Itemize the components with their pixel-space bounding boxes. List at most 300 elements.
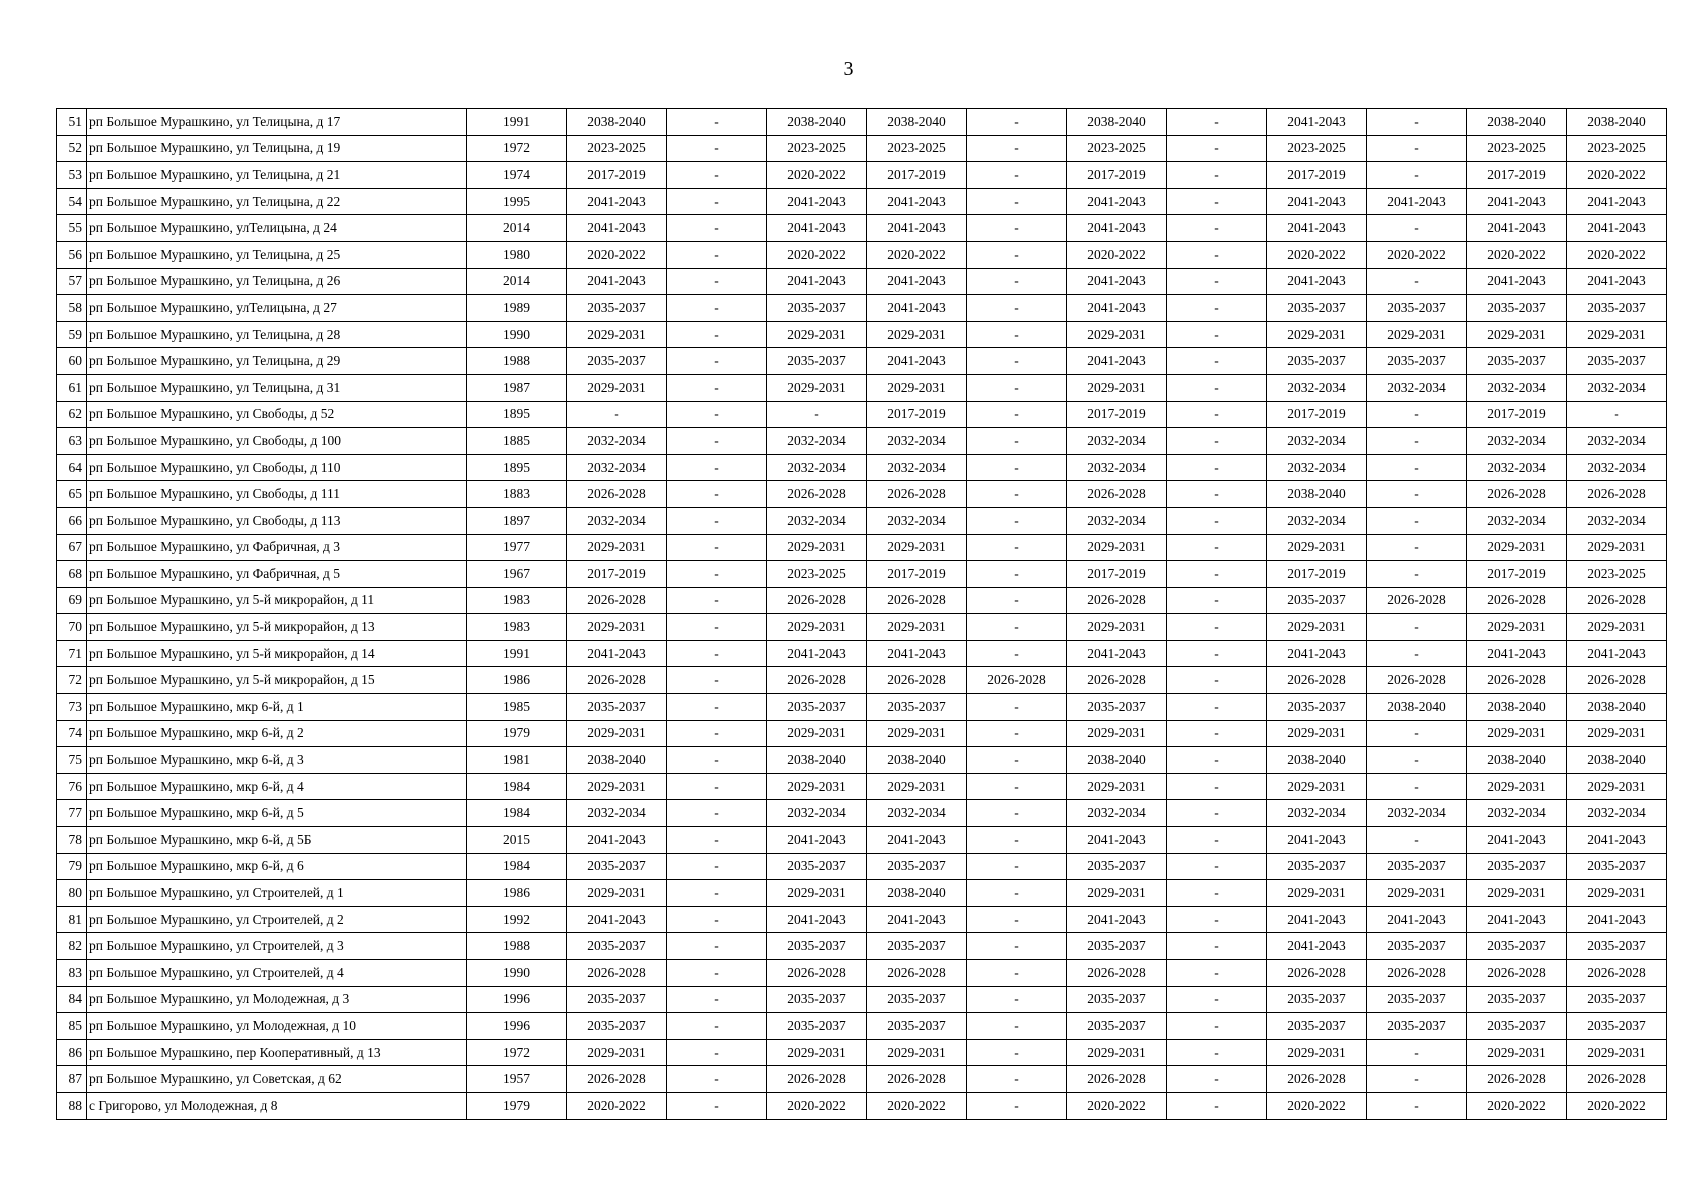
repair-schedule-table <box>56 108 1667 1120</box>
work-period-cell-10: 2026-2028 <box>1467 960 1567 987</box>
work-period-cell-7: - <box>1167 348 1267 375</box>
year-built-cell: 1981 <box>467 747 567 774</box>
year-built-cell: 1972 <box>467 135 567 162</box>
address-cell: рп Большое Мурашкино, ул Строителей, д 2 <box>87 906 467 933</box>
work-period-cell-1: 2026-2028 <box>567 587 667 614</box>
work-period-cell-4: 2029-2031 <box>867 720 967 747</box>
work-period-cell-4: 2041-2043 <box>867 827 967 854</box>
work-period-cell-4: 2041-2043 <box>867 215 967 242</box>
work-period-cell-8: 2017-2019 <box>1267 561 1367 588</box>
address-cell: рп Большое Мурашкино, ул Телицына, д 28 <box>87 321 467 348</box>
work-period-cell-1: 2032-2034 <box>567 428 667 455</box>
work-period-cell-6: 2032-2034 <box>1067 428 1167 455</box>
work-period-cell-10: 2035-2037 <box>1467 348 1567 375</box>
row-number-cell: 70 <box>57 614 87 641</box>
work-period-cell-7: - <box>1167 215 1267 242</box>
work-period-cell-5: - <box>967 215 1067 242</box>
work-period-cell-5: - <box>967 587 1067 614</box>
work-period-cell-4: 2032-2034 <box>867 800 967 827</box>
work-period-cell-5: - <box>967 295 1067 322</box>
work-period-cell-2: - <box>667 401 767 428</box>
row-number-cell: 63 <box>57 428 87 455</box>
work-period-cell-1: 2032-2034 <box>567 507 667 534</box>
work-period-cell-11: 2035-2037 <box>1567 933 1667 960</box>
work-period-cell-6: 2026-2028 <box>1067 481 1167 508</box>
year-built-cell: 1990 <box>467 321 567 348</box>
work-period-cell-10: 2026-2028 <box>1467 481 1567 508</box>
work-period-cell-4: 2026-2028 <box>867 1066 967 1093</box>
work-period-cell-7: - <box>1167 188 1267 215</box>
row-number-cell: 58 <box>57 295 87 322</box>
work-period-cell-6: 2041-2043 <box>1067 640 1167 667</box>
work-period-cell-1: 2017-2019 <box>567 561 667 588</box>
work-period-cell-9: 2041-2043 <box>1367 906 1467 933</box>
table-row <box>57 374 1667 401</box>
address-cell: рп Большое Мурашкино, ул Молодежная, д 3 <box>87 986 467 1013</box>
work-period-cell-3: 2035-2037 <box>767 1013 867 1040</box>
work-period-cell-11: 2020-2022 <box>1567 241 1667 268</box>
row-number-cell: 66 <box>57 507 87 534</box>
work-period-cell-6: 2038-2040 <box>1067 747 1167 774</box>
work-period-cell-7: - <box>1167 401 1267 428</box>
table-row <box>57 747 1667 774</box>
work-period-cell-8: 2026-2028 <box>1267 667 1367 694</box>
address-cell: рп Большое Мурашкино, улТелицына, д 27 <box>87 295 467 322</box>
work-period-cell-9: - <box>1367 640 1467 667</box>
work-period-cell-6: 2023-2025 <box>1067 135 1167 162</box>
work-period-cell-3: 2020-2022 <box>767 1092 867 1119</box>
table-row <box>57 640 1667 667</box>
year-built-cell: 1984 <box>467 773 567 800</box>
work-period-cell-5: - <box>967 1013 1067 1040</box>
work-period-cell-7: - <box>1167 773 1267 800</box>
work-period-cell-4: 2029-2031 <box>867 374 967 401</box>
work-period-cell-10: 2032-2034 <box>1467 374 1567 401</box>
row-number-cell: 81 <box>57 906 87 933</box>
work-period-cell-6: 2017-2019 <box>1067 561 1167 588</box>
year-built-cell: 1972 <box>467 1039 567 1066</box>
work-period-cell-2: - <box>667 986 767 1013</box>
work-period-cell-1: 2026-2028 <box>567 481 667 508</box>
work-period-cell-3: 2026-2028 <box>767 960 867 987</box>
row-number-cell: 64 <box>57 454 87 481</box>
work-period-cell-10: 2017-2019 <box>1467 162 1567 189</box>
work-period-cell-8: 2020-2022 <box>1267 1092 1367 1119</box>
work-period-cell-10: 2029-2031 <box>1467 1039 1567 1066</box>
work-period-cell-11: 2035-2037 <box>1567 295 1667 322</box>
year-built-cell: 1990 <box>467 960 567 987</box>
work-period-cell-1: 2035-2037 <box>567 348 667 375</box>
table-row <box>57 401 1667 428</box>
work-period-cell-3: 2035-2037 <box>767 348 867 375</box>
year-built-cell: 1986 <box>467 880 567 907</box>
work-period-cell-9: 2035-2037 <box>1367 853 1467 880</box>
row-number-cell: 69 <box>57 587 87 614</box>
work-period-cell-8: 2041-2043 <box>1267 827 1367 854</box>
work-period-cell-2: - <box>667 109 767 136</box>
year-built-cell: 1985 <box>467 694 567 721</box>
work-period-cell-8: 2023-2025 <box>1267 135 1367 162</box>
table-row <box>57 162 1667 189</box>
work-period-cell-9: - <box>1367 747 1467 774</box>
work-period-cell-3: 2032-2034 <box>767 454 867 481</box>
work-period-cell-10: 2035-2037 <box>1467 853 1567 880</box>
address-cell: рп Большое Мурашкино, ул Свободы, д 111 <box>87 481 467 508</box>
work-period-cell-11: 2026-2028 <box>1567 667 1667 694</box>
work-period-cell-9: - <box>1367 1066 1467 1093</box>
address-cell: рп Большое Мурашкино, пер Кооперативный, д 13 <box>87 1039 467 1066</box>
row-number-cell: 84 <box>57 986 87 1013</box>
work-period-cell-11: 2038-2040 <box>1567 694 1667 721</box>
address-cell: рп Большое Мурашкино, ул Молодежная, д 10 <box>87 1013 467 1040</box>
work-period-cell-9: - <box>1367 561 1467 588</box>
work-period-cell-10: 2041-2043 <box>1467 268 1567 295</box>
work-period-cell-7: - <box>1167 534 1267 561</box>
work-period-cell-9: 2026-2028 <box>1367 960 1467 987</box>
work-period-cell-11: 2041-2043 <box>1567 640 1667 667</box>
work-period-cell-8: 2038-2040 <box>1267 481 1367 508</box>
table-row <box>57 827 1667 854</box>
work-period-cell-4: 2035-2037 <box>867 986 967 1013</box>
work-period-cell-8: 2041-2043 <box>1267 640 1367 667</box>
work-period-cell-9: 2038-2040 <box>1367 694 1467 721</box>
year-built-cell: 1991 <box>467 640 567 667</box>
work-period-cell-5: - <box>967 694 1067 721</box>
work-period-cell-10: 2038-2040 <box>1467 109 1567 136</box>
table-row <box>57 109 1667 136</box>
row-number-cell: 74 <box>57 720 87 747</box>
work-period-cell-8: 2035-2037 <box>1267 1013 1367 1040</box>
work-period-cell-6: 2041-2043 <box>1067 827 1167 854</box>
work-period-cell-6: 2041-2043 <box>1067 188 1167 215</box>
work-period-cell-11: 2023-2025 <box>1567 561 1667 588</box>
work-period-cell-3: 2020-2022 <box>767 241 867 268</box>
address-cell: рп Большое Мурашкино, мкр 6-й, д 5Б <box>87 827 467 854</box>
year-built-cell: 1992 <box>467 906 567 933</box>
table-row <box>57 667 1667 694</box>
work-period-cell-11: 2041-2043 <box>1567 215 1667 242</box>
work-period-cell-1: 2041-2043 <box>567 827 667 854</box>
year-built-cell: 1996 <box>467 986 567 1013</box>
work-period-cell-3: 2020-2022 <box>767 162 867 189</box>
work-period-cell-2: - <box>667 773 767 800</box>
work-period-cell-7: - <box>1167 507 1267 534</box>
address-cell: рп Большое Мурашкино, мкр 6-й, д 6 <box>87 853 467 880</box>
work-period-cell-11: 2032-2034 <box>1567 374 1667 401</box>
year-built-cell: 1895 <box>467 454 567 481</box>
work-period-cell-10: 2035-2037 <box>1467 295 1567 322</box>
work-period-cell-1: 2041-2043 <box>567 268 667 295</box>
work-period-cell-11: 2032-2034 <box>1567 454 1667 481</box>
table-row <box>57 694 1667 721</box>
work-period-cell-6: 2041-2043 <box>1067 215 1167 242</box>
table-row <box>57 773 1667 800</box>
address-cell: рп Большое Мурашкино, ул 5-й микрорайон, д 14 <box>87 640 467 667</box>
work-period-cell-5: - <box>967 1066 1067 1093</box>
work-period-cell-10: 2032-2034 <box>1467 454 1567 481</box>
work-period-cell-7: - <box>1167 428 1267 455</box>
work-period-cell-2: - <box>667 454 767 481</box>
work-period-cell-6: 2035-2037 <box>1067 853 1167 880</box>
work-period-cell-10: 2041-2043 <box>1467 827 1567 854</box>
work-period-cell-6: 2035-2037 <box>1067 986 1167 1013</box>
table-row <box>57 241 1667 268</box>
work-period-cell-4: 2035-2037 <box>867 1013 967 1040</box>
work-period-cell-2: - <box>667 561 767 588</box>
work-period-cell-10: 2041-2043 <box>1467 188 1567 215</box>
row-number-cell: 56 <box>57 241 87 268</box>
row-number-cell: 53 <box>57 162 87 189</box>
work-period-cell-9: - <box>1367 534 1467 561</box>
work-period-cell-5: - <box>967 773 1067 800</box>
work-period-cell-10: 2032-2034 <box>1467 800 1567 827</box>
row-number-cell: 51 <box>57 109 87 136</box>
work-period-cell-2: - <box>667 960 767 987</box>
address-cell: рп Большое Мурашкино, ул Фабричная, д 5 <box>87 561 467 588</box>
work-period-cell-8: 2038-2040 <box>1267 747 1367 774</box>
work-period-cell-6: 2041-2043 <box>1067 295 1167 322</box>
work-period-cell-2: - <box>667 188 767 215</box>
row-number-cell: 62 <box>57 401 87 428</box>
address-cell: рп Большое Мурашкино, улТелицына, д 24 <box>87 215 467 242</box>
table-row <box>57 481 1667 508</box>
work-period-cell-3: 2023-2025 <box>767 135 867 162</box>
row-number-cell: 59 <box>57 321 87 348</box>
work-period-cell-10: 2020-2022 <box>1467 241 1567 268</box>
work-period-cell-3: 2035-2037 <box>767 295 867 322</box>
work-period-cell-3: 2032-2034 <box>767 428 867 455</box>
work-period-cell-3: 2035-2037 <box>767 853 867 880</box>
table-row <box>57 906 1667 933</box>
work-period-cell-2: - <box>667 853 767 880</box>
table-row <box>57 321 1667 348</box>
work-period-cell-7: - <box>1167 374 1267 401</box>
work-period-cell-5: - <box>967 720 1067 747</box>
work-period-cell-1: 2017-2019 <box>567 162 667 189</box>
address-cell: рп Большое Мурашкино, ул Строителей, д 4 <box>87 960 467 987</box>
work-period-cell-6: 2020-2022 <box>1067 1092 1167 1119</box>
work-period-cell-11: 2029-2031 <box>1567 534 1667 561</box>
work-period-cell-10: 2029-2031 <box>1467 614 1567 641</box>
work-period-cell-3: 2032-2034 <box>767 507 867 534</box>
work-period-cell-5: - <box>967 481 1067 508</box>
table-row <box>57 986 1667 1013</box>
work-period-cell-7: - <box>1167 986 1267 1013</box>
work-period-cell-4: 2038-2040 <box>867 747 967 774</box>
work-period-cell-5: - <box>967 401 1067 428</box>
work-period-cell-11: 2035-2037 <box>1567 1013 1667 1040</box>
work-period-cell-6: 2032-2034 <box>1067 507 1167 534</box>
work-period-cell-9: 2020-2022 <box>1367 241 1467 268</box>
work-period-cell-6: 2026-2028 <box>1067 960 1167 987</box>
work-period-cell-11: 2029-2031 <box>1567 321 1667 348</box>
work-period-cell-6: 2017-2019 <box>1067 162 1167 189</box>
work-period-cell-3: 2032-2034 <box>767 800 867 827</box>
year-built-cell: 1895 <box>467 401 567 428</box>
work-period-cell-11: 2038-2040 <box>1567 747 1667 774</box>
address-cell: рп Большое Мурашкино, ул Телицына, д 22 <box>87 188 467 215</box>
work-period-cell-3: 2029-2031 <box>767 773 867 800</box>
work-period-cell-6: 2041-2043 <box>1067 348 1167 375</box>
work-period-cell-3: 2038-2040 <box>767 109 867 136</box>
work-period-cell-9: 2032-2034 <box>1367 800 1467 827</box>
work-period-cell-9: - <box>1367 454 1467 481</box>
work-period-cell-5: - <box>967 374 1067 401</box>
table-row <box>57 720 1667 747</box>
work-period-cell-3: 2041-2043 <box>767 827 867 854</box>
work-period-cell-9: - <box>1367 614 1467 641</box>
work-period-cell-4: 2020-2022 <box>867 241 967 268</box>
table-row <box>57 428 1667 455</box>
work-period-cell-9: 2035-2037 <box>1367 348 1467 375</box>
table-row <box>57 880 1667 907</box>
work-period-cell-8: 2032-2034 <box>1267 800 1367 827</box>
work-period-cell-3: 2026-2028 <box>767 587 867 614</box>
work-period-cell-7: - <box>1167 109 1267 136</box>
work-period-cell-10: 2038-2040 <box>1467 694 1567 721</box>
row-number-cell: 60 <box>57 348 87 375</box>
work-period-cell-6: 2029-2031 <box>1067 321 1167 348</box>
work-period-cell-8: 2029-2031 <box>1267 880 1367 907</box>
table-row <box>57 587 1667 614</box>
address-cell: рп Большое Мурашкино, мкр 6-й, д 1 <box>87 694 467 721</box>
row-number-cell: 77 <box>57 800 87 827</box>
work-period-cell-4: 2017-2019 <box>867 561 967 588</box>
work-period-cell-6: 2017-2019 <box>1067 401 1167 428</box>
work-period-cell-8: 2041-2043 <box>1267 109 1367 136</box>
work-period-cell-5: - <box>967 534 1067 561</box>
work-period-cell-1: 2029-2031 <box>567 720 667 747</box>
row-number-cell: 86 <box>57 1039 87 1066</box>
work-period-cell-9: - <box>1367 215 1467 242</box>
work-period-cell-7: - <box>1167 933 1267 960</box>
work-period-cell-7: - <box>1167 321 1267 348</box>
work-period-cell-7: - <box>1167 162 1267 189</box>
work-period-cell-4: 2032-2034 <box>867 507 967 534</box>
table-row <box>57 454 1667 481</box>
work-period-cell-1: 2023-2025 <box>567 135 667 162</box>
work-period-cell-7: - <box>1167 640 1267 667</box>
year-built-cell: 1988 <box>467 933 567 960</box>
work-period-cell-6: 2029-2031 <box>1067 1039 1167 1066</box>
work-period-cell-7: - <box>1167 747 1267 774</box>
work-period-cell-1: 2020-2022 <box>567 1092 667 1119</box>
address-cell: рп Большое Мурашкино, мкр 6-й, д 3 <box>87 747 467 774</box>
work-period-cell-5: - <box>967 933 1067 960</box>
work-period-cell-1: 2041-2043 <box>567 906 667 933</box>
work-period-cell-5: - <box>967 268 1067 295</box>
work-period-cell-11: 2041-2043 <box>1567 268 1667 295</box>
work-period-cell-10: 2035-2037 <box>1467 933 1567 960</box>
row-number-cell: 54 <box>57 188 87 215</box>
work-period-cell-4: 2026-2028 <box>867 587 967 614</box>
work-period-cell-3: 2029-2031 <box>767 534 867 561</box>
year-built-cell: 1988 <box>467 348 567 375</box>
work-period-cell-8: 2032-2034 <box>1267 454 1367 481</box>
work-period-cell-7: - <box>1167 1066 1267 1093</box>
address-cell: рп Большое Мурашкино, ул Свободы, д 52 <box>87 401 467 428</box>
work-period-cell-7: - <box>1167 906 1267 933</box>
year-built-cell: 1897 <box>467 507 567 534</box>
table-row <box>57 188 1667 215</box>
work-period-cell-9: 2041-2043 <box>1367 188 1467 215</box>
work-period-cell-4: 2041-2043 <box>867 188 967 215</box>
year-built-cell: 1984 <box>467 853 567 880</box>
year-built-cell: 2014 <box>467 215 567 242</box>
work-period-cell-7: - <box>1167 827 1267 854</box>
year-built-cell: 1979 <box>467 1092 567 1119</box>
work-period-cell-7: - <box>1167 454 1267 481</box>
work-period-cell-11: 2029-2031 <box>1567 614 1667 641</box>
work-period-cell-3: 2038-2040 <box>767 747 867 774</box>
work-period-cell-6: 2026-2028 <box>1067 1066 1167 1093</box>
year-built-cell: 1984 <box>467 800 567 827</box>
work-period-cell-10: 2020-2022 <box>1467 1092 1567 1119</box>
work-period-cell-8: 2017-2019 <box>1267 401 1367 428</box>
work-period-cell-9: - <box>1367 507 1467 534</box>
work-period-cell-4: 2035-2037 <box>867 853 967 880</box>
work-period-cell-3: 2026-2028 <box>767 667 867 694</box>
table-row <box>57 1039 1667 1066</box>
work-period-cell-3: 2029-2031 <box>767 720 867 747</box>
table-row <box>57 215 1667 242</box>
work-period-cell-1: 2026-2028 <box>567 1066 667 1093</box>
year-built-cell: 1983 <box>467 614 567 641</box>
work-period-cell-7: - <box>1167 295 1267 322</box>
work-period-cell-5: - <box>967 454 1067 481</box>
work-period-cell-11: 2035-2037 <box>1567 348 1667 375</box>
address-cell: рп Большое Мурашкино, мкр 6-й, д 4 <box>87 773 467 800</box>
work-period-cell-2: - <box>667 215 767 242</box>
year-built-cell: 1977 <box>467 534 567 561</box>
work-period-cell-2: - <box>667 1013 767 1040</box>
work-period-cell-8: 2026-2028 <box>1267 1066 1367 1093</box>
work-period-cell-10: 2029-2031 <box>1467 880 1567 907</box>
year-built-cell: 1991 <box>467 109 567 136</box>
row-number-cell: 75 <box>57 747 87 774</box>
page-number: 3 <box>843 58 854 80</box>
work-period-cell-6: 2029-2031 <box>1067 614 1167 641</box>
work-period-cell-5: - <box>967 614 1067 641</box>
table-row <box>57 348 1667 375</box>
row-number-cell: 57 <box>57 268 87 295</box>
work-period-cell-6: 2035-2037 <box>1067 694 1167 721</box>
work-period-cell-4: 2035-2037 <box>867 933 967 960</box>
work-period-cell-2: - <box>667 162 767 189</box>
year-built-cell: 1986 <box>467 667 567 694</box>
work-period-cell-1: 2029-2031 <box>567 880 667 907</box>
table-row <box>57 295 1667 322</box>
work-period-cell-10: 2035-2037 <box>1467 986 1567 1013</box>
work-period-cell-11: 2020-2022 <box>1567 162 1667 189</box>
work-period-cell-10: 2029-2031 <box>1467 321 1567 348</box>
address-cell: рп Большое Мурашкино, ул Телицына, д 25 <box>87 241 467 268</box>
work-period-cell-8: 2035-2037 <box>1267 694 1367 721</box>
work-period-cell-8: 2029-2031 <box>1267 720 1367 747</box>
work-period-cell-9: 2029-2031 <box>1367 880 1467 907</box>
work-period-cell-3: 2041-2043 <box>767 640 867 667</box>
address-cell: рп Большое Мурашкино, ул Строителей, д 1 <box>87 880 467 907</box>
work-period-cell-5: - <box>967 1039 1067 1066</box>
work-period-cell-1: 2029-2031 <box>567 534 667 561</box>
work-period-cell-9: - <box>1367 827 1467 854</box>
work-period-cell-1: 2032-2034 <box>567 800 667 827</box>
work-period-cell-10: 2041-2043 <box>1467 906 1567 933</box>
address-cell: рп Большое Мурашкино, мкр 6-й, д 2 <box>87 720 467 747</box>
table-row <box>57 1092 1667 1119</box>
work-period-cell-2: - <box>667 534 767 561</box>
work-period-cell-6: 2026-2028 <box>1067 667 1167 694</box>
